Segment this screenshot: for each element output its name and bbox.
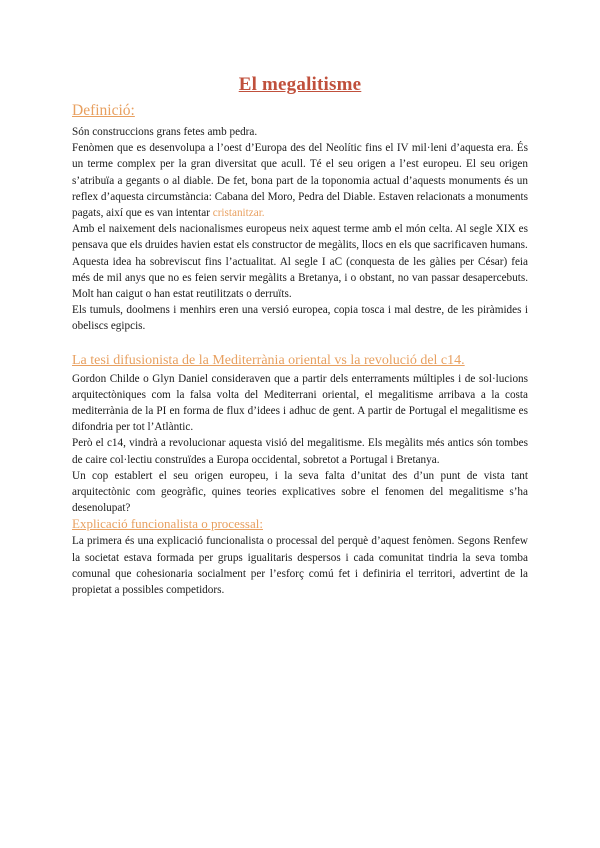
paragraph: Amb el naixement dels nacionalismes europeus neix aquest terme amb el món celta. Al segle XIX es pensava que els druides havien estat els constructor de megàlits, llocs en els que sacrificaven humans. xyxy=(72,223,528,252)
paragraph: La primera és una explicació funcionalista o processal del perquè d’aquest fenòmen. Segons Renfew la societat estava formada per grups igualitaris despersos i cada comunitat tindria la seva tomba comunal que cohesionaria socialment per l’esforç comú fet i definiria el territori, advertint de la propietat a possibles competidors. xyxy=(72,535,528,597)
section-heading-explicacio: Explicació funcionalista o processal: xyxy=(72,516,263,532)
paragraph: Són construccions grans fetes amb pedra. xyxy=(72,126,258,138)
paragraph xyxy=(72,140,528,221)
page-title: El megalitisme xyxy=(238,74,362,95)
paragraph-text: Fenòmen que es desenvolupa a l’oest d’Europa des del Neolític fins el IV mil·leni d’aquesta era. És un terme complex per la gran diversitat que acull. Té el seu origen a l’est europeu. El seu origen s’atribuïa a gegants o al diable. De fet, bona part de la toponomia actual d’aquests monuments és un reflex d’aquesta circumstància: Cabana del Moro, Pedra del Diable. Estaven relacionats a monuments pagats, així que es van intentar xyxy=(72,142,528,220)
paragraph: Gordon Childe o Glyn Daniel consideraven que a partir dels enterraments múltiples i de sol·lucions arquitectòniques com la falsa volta del Mediterrani oriental, el megalitisme arribava a la costa mediterrània de la PI en forma de flux d’idees i adhuc de gent. A partir de Portugal el megalitisme es difondria per tot l’Atlàntic. xyxy=(72,372,528,434)
paragraph: Un cop establert el seu origen europeu, i la seva falta d’unitat des d’un punt de vista tant arquitectònic com geogràfic, quines teories explicatives sobre el fenomen del megalitisme s’ha desenolupat? xyxy=(72,469,528,515)
paragraph: Però el c14, vindrà a revolucionar aquesta visió del megalitisme. Els megàlits més antics són tombes de caire col·lectiu construïdes a Europa occidental, sobretot a Portugal i Bretanya. xyxy=(72,437,528,466)
paragraph: Aquesta idea ha sobreviscut fins l’actualitat. Al segle I aC (conquesta de les gàlies per César) feia més de mil anys que no es feien servir megàlits a Bretanya, i o obstant, no van passar desapercebuts. Molt han caigut o han estat reutilitzats o derruïts. xyxy=(72,255,528,301)
highlighted-word: cristanitzar. xyxy=(212,207,265,220)
section-heading-tesi: La tesi difusionista de la Mediterrània oriental vs la revolució del c14. xyxy=(72,352,465,368)
paragraph: Els tumuls, doolmens i menhirs eren una versió europea, copia tosca i mal destre, de les piràmides i obeliscs egipcis. xyxy=(72,304,528,333)
section-heading-definicio: Definició: xyxy=(72,102,135,119)
